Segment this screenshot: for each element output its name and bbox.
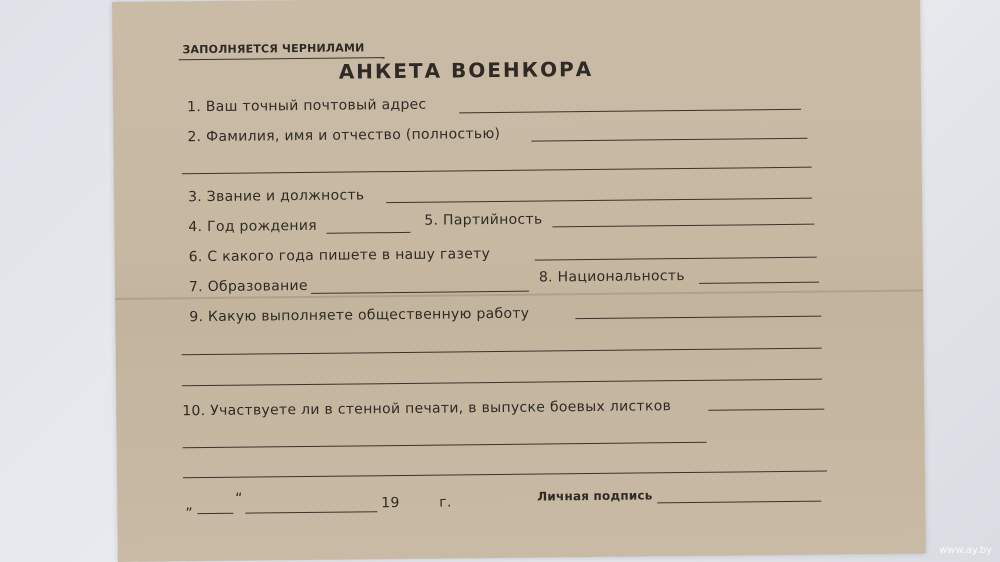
date-year-prefix: 19 <box>381 495 400 512</box>
field-3-label: 3. Звание и должность <box>187 187 365 206</box>
questionnaire-sheet <box>112 0 926 562</box>
field-5-label: 5. Партийность <box>424 211 543 229</box>
field-10-line[interactable] <box>708 409 824 411</box>
ink-instruction: ЗАПОЛНЯЕТСЯ ЧЕРНИЛАМИ <box>182 41 365 57</box>
field-5-line[interactable] <box>552 224 814 228</box>
field-9-line-extra-2[interactable] <box>182 379 822 387</box>
field-8-line[interactable] <box>699 282 819 284</box>
field-8-label: 8. Национальность <box>538 268 685 286</box>
field-1-label: 1. Ваш точный почтовый адрес <box>187 96 427 116</box>
date-close-quote: “ <box>235 490 243 507</box>
date-month-line[interactable] <box>245 511 377 513</box>
field-10-line-extra-2[interactable] <box>183 471 827 479</box>
field-2-label: 2. Фамилия, имя и отчество (полностью) <box>187 125 501 146</box>
field-6-line[interactable] <box>535 257 817 261</box>
field-6-label: 6. С какого года пишете в нашу газету <box>188 246 491 266</box>
field-9-label: 9. Какую выполняете общественную работу <box>189 305 530 326</box>
field-10-line-extra-1[interactable] <box>183 442 707 448</box>
field-2-line-extra[interactable] <box>182 167 812 175</box>
form-title: АНКЕТА ВОЕНКОРА <box>338 56 594 84</box>
field-3-line[interactable] <box>386 198 812 203</box>
field-2-line[interactable] <box>531 138 807 142</box>
date-year-suffix: г. <box>439 494 452 511</box>
field-4-line[interactable] <box>326 232 410 234</box>
field-1-line[interactable] <box>459 109 801 114</box>
signature-label: Личная подпись <box>537 488 653 504</box>
field-10-label: 10. Участвуете ли в стенной печати, в выпуске боевых листков <box>182 398 672 420</box>
date-day-line[interactable] <box>197 513 233 514</box>
field-7-label: 7. Образование <box>188 277 308 296</box>
field-4-label: 4. Год рождения <box>188 217 318 236</box>
field-9-line[interactable] <box>575 316 821 320</box>
field-9-line-extra-1[interactable] <box>182 348 822 356</box>
signature-line[interactable] <box>657 501 821 504</box>
date-open-quote: „ <box>185 497 193 514</box>
site-watermark: www.ay.by <box>939 545 992 556</box>
